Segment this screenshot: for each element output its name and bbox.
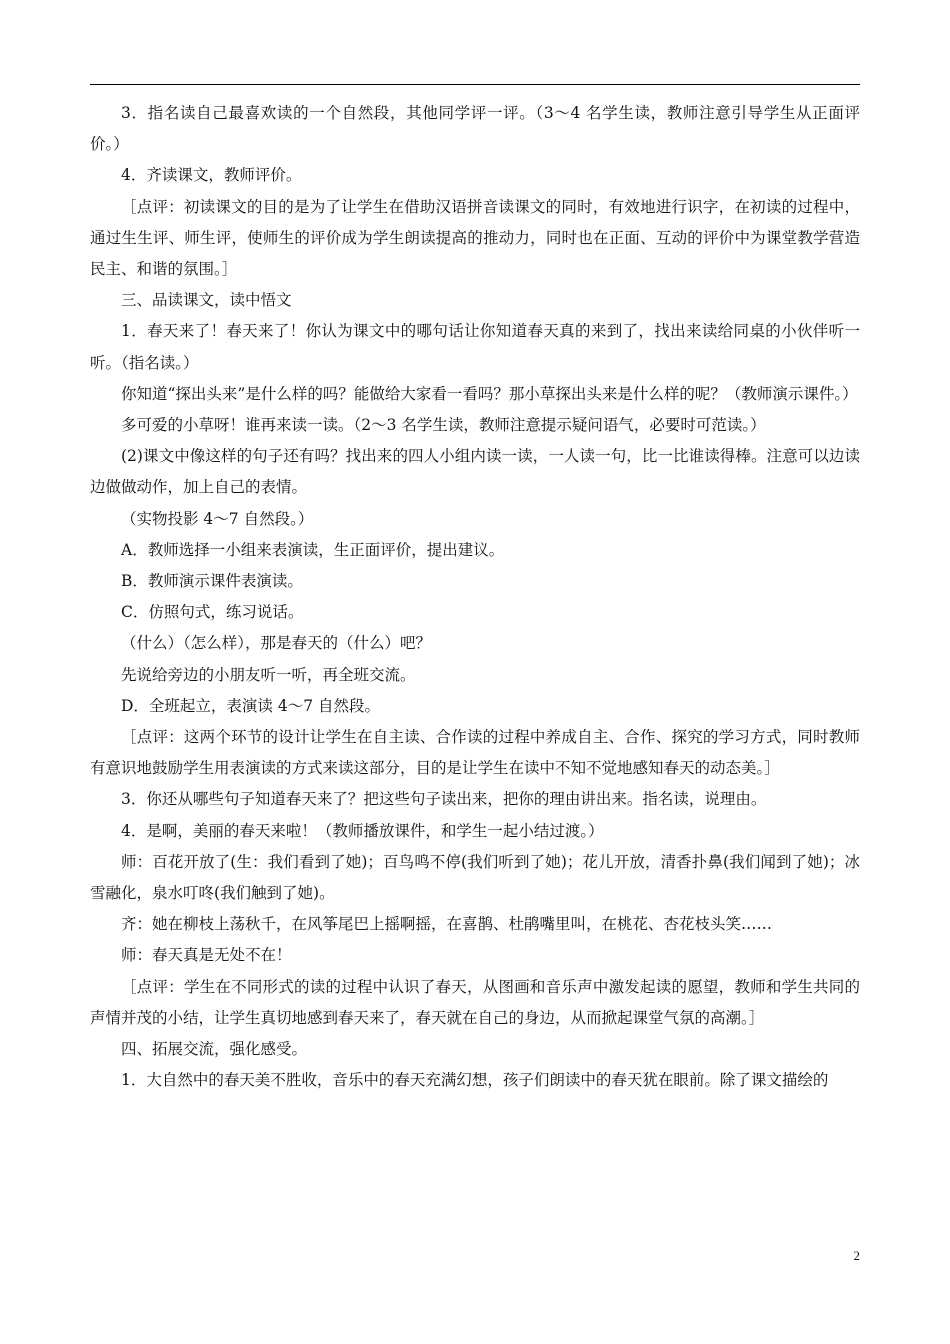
paragraph: 3．你还从哪些句子知道春天来了？把这些句子读出来，把你的理由讲出来。指名读，说理由。 xyxy=(121,790,767,809)
paragraph: （什么）（怎么样），那是春天的（什么）吧？ xyxy=(121,634,432,653)
paragraph: 4．是啊，美丽的春天来啦！（教师播放课件，和学生一起小结过渡。） xyxy=(121,821,604,840)
paragraph: 你知道“探出头来”是什么样的吗？能做给大家看一看吗？那小草探出头来是什么样的呢？（教师演示课件。） xyxy=(121,384,858,403)
paragraph: ［点评：这两个环节的设计让学生在自主读、合作读的过程中养成自主、合作、探究的学习方式，同时教师有意识地鼓励学生用表演读的方式来读这部分，目的是让学生在读中不知不觉地感知春天的动态美。］ xyxy=(90,728,860,778)
paragraph: 先说给旁边的小朋友听一听，再全班交流。 xyxy=(121,665,416,684)
paragraph: ［点评：初读课文的目的是为了让学生在借助汉语拼音读课文的同时，有效地进行识字，在初读的过程中，通过生生评、师生评，使师生的评价成为学生朗读提高的推动力，同时也在正面、互动的评价中为课堂教学营造民主、和谐的氛围。］ xyxy=(90,197,860,279)
page-number: 2 xyxy=(853,1248,860,1263)
paragraph: 齐：她在柳枝上荡秋千，在风筝尾巴上摇啊摇，在喜鹊、杜鹃嘴里叫，在桃花、杏花枝头笑…… xyxy=(121,915,773,934)
paragraph: 1．春天来了！春天来了！你认为课文中的哪句话让你知道春天真的来到了，找出来读给同桌的小伙伴听一听。（指名读。） xyxy=(90,322,860,372)
paragraph: 师：百花开放了(生：我们看到了她)；百鸟鸣不停(我们听到了她)；花儿开放，清香扑鼻(我们闻到了她)；冰雪融化，泉水叮咚(我们触到了她)。 xyxy=(90,852,860,903)
document-body xyxy=(90,98,860,1097)
paragraph: （实物投影 4～7 自然段。） xyxy=(121,509,314,528)
paragraph: 三、品读课文，读中悟文 xyxy=(121,291,292,310)
paragraph: C．仿照句式，练习说话。 xyxy=(121,603,304,622)
header-rule xyxy=(90,84,860,85)
paragraph: (2)课文中像这样的句子还有吗？找出来的四人小组内读一读，一人读一句，比一比谁读得棒。注意可以边读边做做动作，加上自己的表情。 xyxy=(90,447,860,497)
paragraph: D．全班起立，表演读 4～7 自然段。 xyxy=(121,696,381,715)
paragraph: ［点评：学生在不同形式的读的过程中认识了春天，从图画和音乐声中激发起读的愿望，教师和学生共同的声情并茂的小结，让学生真切地感到春天来了，春天就在自己的身边，从而掀起课堂气氛的高潮。］ xyxy=(90,977,860,1027)
paragraph: A．教师选择一小组来表演读，生正面评价，提出建议。 xyxy=(121,540,505,559)
paragraph: 四、拓展交流，强化感受。 xyxy=(121,1040,308,1059)
paragraph: 3．指名读自己最喜欢读的一个自然段，其他同学评一评。（3～4 名学生读，教师注意引导学生从正面评价。） xyxy=(90,104,860,154)
paragraph: 1．大自然中的春天美不胜收，音乐中的春天充满幻想，孩子们朗读中的春天犹在眼前。除了课文描绘的 xyxy=(121,1071,829,1090)
paragraph: B．教师演示课件表演读。 xyxy=(121,572,303,591)
paragraph: 多可爱的小草呀！谁再来读一读。（2～3 名学生读，教师注意提示疑问语气，必要时可范读。） xyxy=(121,416,766,435)
paragraph: 4．齐读课文，教师评价。 xyxy=(121,166,302,185)
paragraph: 师：春天真是无处不在！ xyxy=(121,946,292,965)
